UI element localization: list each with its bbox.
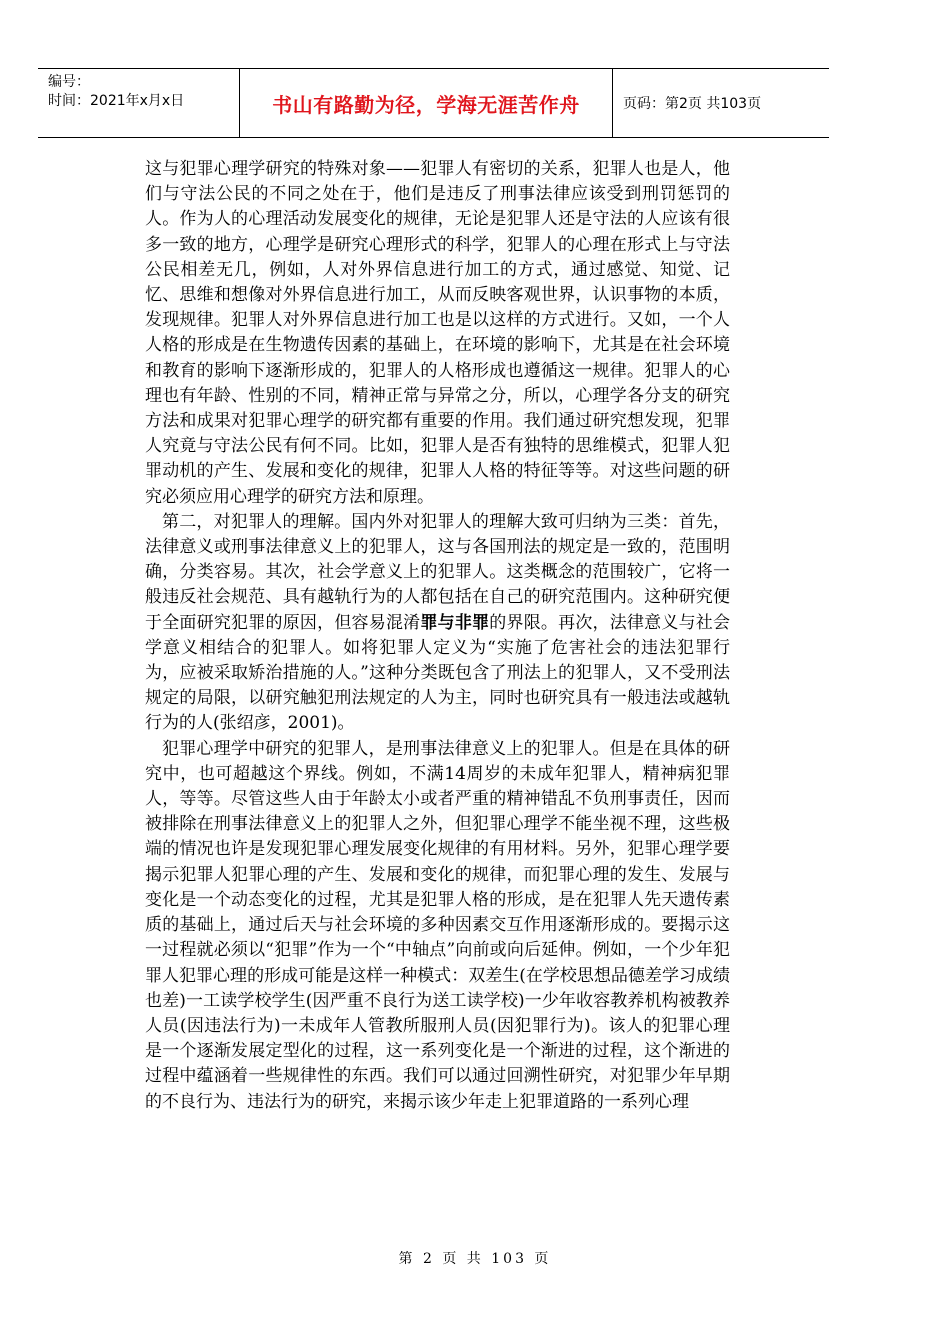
number-label: 编号： [48,74,90,90]
paragraph-2-part-b: 的界限。再次，法律意义与社会学意义相结合的犯罪人。如将犯罪人定义为“实施了危害社会的违法犯罪行为，应被采取矫治措施的人。”这种分类既包含了刑法上的犯罪人，又不受刑法规定的局限，以研究触犯刑法规定的人为主，同时也研究具有一般违法或越轨行为的人(张绍彦，2001)。 [145,612,731,734]
header-page-info: 页码：第2页 共103页 [623,96,762,112]
paragraph-2 [145,510,730,737]
time-label: 时间：2021年x月x日 [48,93,185,109]
paragraph-1: 这与犯罪心理学研究的特殊对象——犯罪人有密切的关系，犯罪人也是人，他们与守法公民的不同之处在于，他们是违反了刑事法律应该受到刑罚惩罚的人。作为人的心理活动发展变化的规律，无论是犯罪人还是守法的人应该有很多一致的地方，心理学是研究心理形式的科学，犯罪人的心理在形式上与守法公民相差无几，例如，人对外界信息进行加工的方式，通过感觉、知觉、记忆、思维和想像对外界信息进行加工，从而反映客观世界，认识事物的本质，发现规律。犯罪人对外界信息进行加工也是以这样的方式进行。又如，一个人人格的形成是在生物遗传因素的基础上，在环境的影响下，尤其是在社会环境和教育的影响下逐渐形成的，犯罪人的人格形成也遵循这一规律。犯罪人的心理也有年龄、性别的不同，精神正常与异常之分，所以，心理学各分支的研究方法和成果对犯罪心理学的研究都有重要的作用。我们通过研究想发现，犯罪人究竟与守法公民有何不同。比如，犯罪人是否有独特的思维模式，犯罪人犯罪动机的产生、发展和变化的规律，犯罪人人格的特征等等。对这些问题的研究必须应用心理学的研究方法和原理。 [145,159,730,507]
paragraph-2-part-a: 第二，对犯罪人的理解。国内外对犯罪人的理解大致可归纳为三类：首先，法律意义或刑事法律意义上的犯罪人，这与各国刑法的规定是一致的，范围明确，分类容易。其次，社会学意义上的犯罪人。这类概念的范围较广，它将一般违反社会规范、具有越轨行为的人都包括在自己的研究范围内。这种研究便于全面研究犯罪的原因，但容易混淆 [145,511,730,633]
document-body [145,157,730,1115]
paragraph-3: 犯罪心理学中研究的犯罪人，是刑事法律意义上的犯罪人。但是在具体的研究中，也可超越这个界线。例如，不满14周岁的未成年犯罪人，精神病犯罪人，等等。尽管这些人由于年龄太小或者严重的精神错乱不负刑事责任，因而被排除在刑事法律意义上的犯罪人之外，但犯罪心理学不能坐视不理，这些极端的情况也许是发现犯罪心理发展变化规律的有用材料。另外，犯罪心理学要揭示犯罪人犯罪心理的产生、发展和变化的规律，而犯罪心理的发生、发展与变化是一个动态变化的过程，尤其是犯罪人格的形成，是在犯罪人先天遗传素质的基础上，通过后天与社会环境的多种因素交互作用逐渐形成的。要揭示这一过程就必须以“犯罪”作为一个“中轴点”向前或向后延伸。例如，一个少年犯罪人犯罪心理的形成可能是这样一种模式：双差生(在学校思想品德差学习成绩也差)一工读学校学生(因严重不良行为送工读学校)一少年收容教养机构被教养人员(因违法行为)一未成年人管教所服刑人员(因犯罪行为)。该人的犯罪心理是一个逐渐发展定型化的过程，这一系列变化是一个渐进的过程，这个渐进的过程中蕴涵着一些规律性的东西。我们可以通过回溯性研究，对犯罪少年早期的不良行为、违法行为的研究，来揭示该少年走上犯罪道路的一系列心理 [145,738,730,1112]
page-footer: 第 2 页 共 103 页 [398,1251,552,1267]
paragraph-2-bold-term: 罪与非罪 [420,612,490,633]
header-meta [38,69,240,137]
header-motto: 书山有路勤为径，学海无涯苦作舟 [240,69,613,137]
page-header [38,68,829,138]
